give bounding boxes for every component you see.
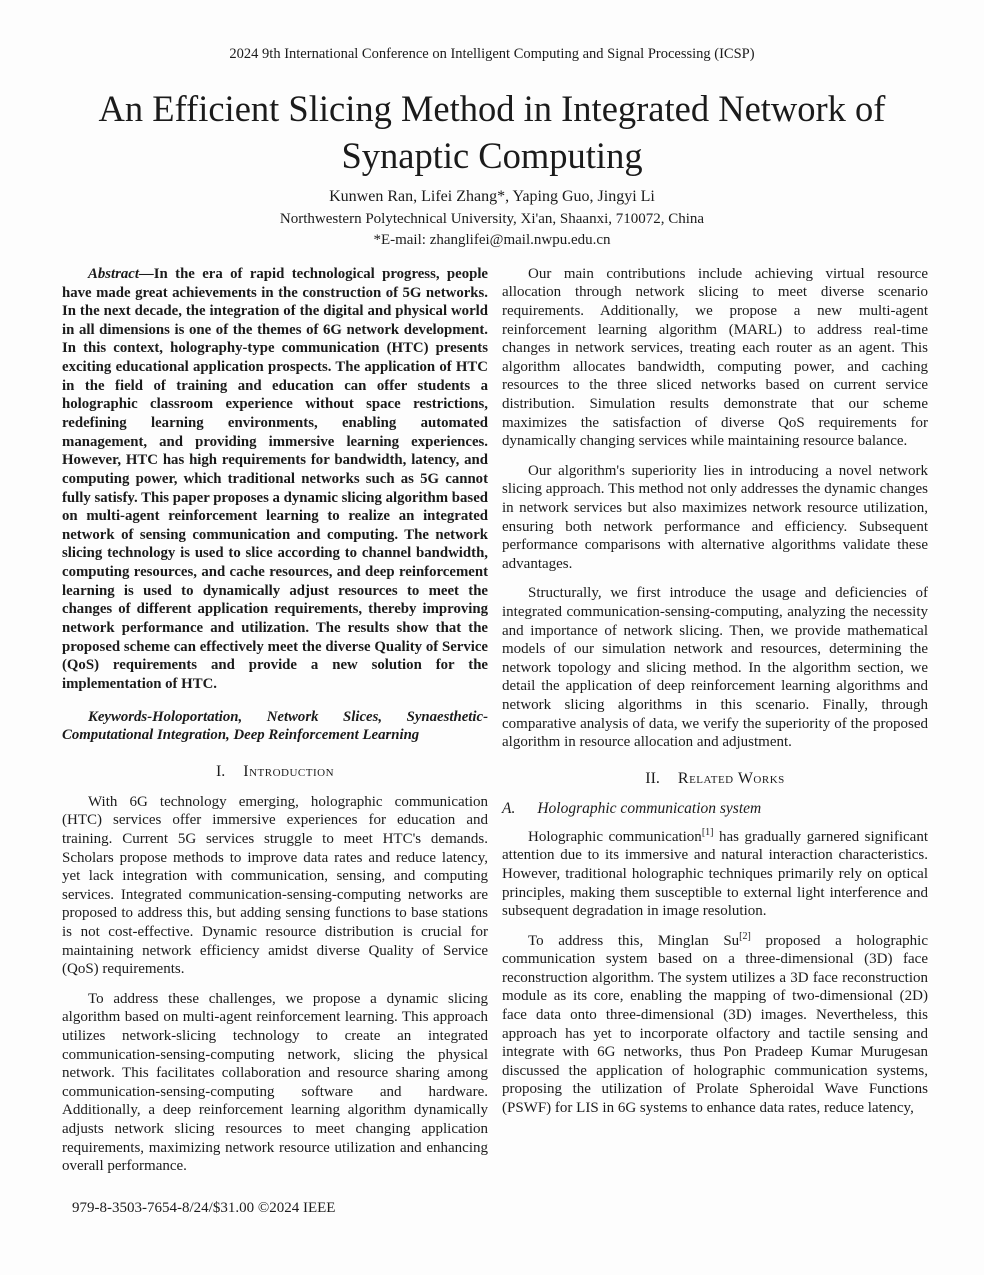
- paper-title: [0, 85, 984, 180]
- superiority-paragraph: Our algorithm's superiority lies in introducing a novel network slicing approach. This method not only addresses the dynamic changes in network services but also maximizes network resource utilization, ensuring both network performance and efficiency. Subsequent performance comparisons with alternative algorithms validate these advantages.: [502, 462, 928, 572]
- paragraph-text: proposed a holographic communication system based on a three-dimensional (3D) face reconstruction algorithm. The system utilizes a 3D face reconstruction module as its core, enabling the mapping of two-dimensional (2D) face data onto three-dimensional (3D) images. Nevertheless, this approach has yet to incorporate olfactory and tactile sensing and integrate with 6G networks, thus Pon Pradeep Kumar Murugesan discussed the application of holographic communication systems, proposing the utilization of Prolate Spheroidal Wave Functions (PSWF) for LIS in 6G systems to enhance data rates, reduce latency,: [502, 932, 928, 1117]
- intro-paragraph-2: To address these challenges, we propose a dynamic slicing algorithm based on multi-agent reinforcement learning. This approach utilizes network-slicing technology to create an integrated communication-sensing-computing network, slicing the physical network. This facilitates collaboration and resource sharing among communication-sensing-computing software and hardware. Additionally, a deep reinforcement learning algorithm dynamically adjusts network slicing resources to meet changing application requirements, maximizing network resource utilization and enhancing overall performance.: [62, 990, 488, 1175]
- section-heading-related-works: [502, 770, 928, 788]
- related-works-paragraph-2: [502, 932, 928, 1118]
- abstract-label: Abstract—: [88, 265, 154, 282]
- section-title: Related Works: [677, 769, 785, 787]
- right-column: [502, 265, 928, 1187]
- paragraph-text: To address this, Minglan Su: [528, 932, 740, 949]
- conference-header: 2024 9th International Conference on Intelligent Computing and Signal Processing (ICSP): [229, 46, 755, 62]
- author-list: Kunwen Ran, Lifei Zhang*, Yaping Guo, Jingyi Li: [329, 187, 655, 205]
- paper-title-line2: Synaptic Computing: [341, 135, 643, 177]
- two-column-body: [0, 249, 984, 1187]
- subsection-number: A.: [502, 799, 516, 817]
- section-title: Introduction: [243, 762, 335, 780]
- contributions-paragraph: Our main contributions include achieving virtual resource allocation through network slicing to meet diverse scenario requirements. Additionally, we propose a new multi-agent reinforcement learning algorithm (MARL) to address real-time changes in network services, treating each router as an agent. This algorithm allocates bandwidth, computing power, and caching resources to the three sliced networks based on current service distribution. Simulation results demonstrate that our scheme maximizes the satisfaction of diverse QoS requirements for dynamically changing services while maintaining resource balance.: [502, 265, 928, 450]
- intro-paragraph-1: With 6G technology emerging, holographic communication (HTC) services offer immersive experiences for education and training. Current 5G services struggle to meet HTC's demands. Scholars propose methods to improve data rates and reduce latency, yet lack integration with communication, sensing, and computing services. Integrated communication-sensing-computing networks are proposed to address this, but adding sensing functions to base stations is not cost-effective. Dynamic resource distribution is crucial for maintaining network efficiency amidst diverse Quality of Service (QoS) requirements.: [62, 793, 488, 978]
- citation-2: [2]: [739, 930, 751, 942]
- corresponding-email: *E-mail: zhanglifei@mail.nwpu.edu.cn: [373, 231, 611, 248]
- left-column: [62, 265, 488, 1187]
- paragraph-text: Holographic communication: [528, 828, 702, 845]
- section-number: II.: [645, 769, 660, 787]
- affiliation: Northwestern Polytechnical University, Xi'an, Shaanxi, 710072, China: [279, 210, 705, 227]
- structure-paragraph: Structurally, we first introduce the usage and deficiencies of integrated communication-sensing-computing, analyzing the necessity and importance of network slicing. Then, we provide mathematical models of our simulation network and resources, determining the network topology and slicing method. In the algorithm section, we detail the application of deep reinforcement learning algorithms and network slicing algorithms in this scenario. Finally, through comparative analysis of data, we verify the superiority of the proposed algorithm in resource allocation and adjustment.: [502, 585, 928, 751]
- abstract-paragraph: [62, 265, 488, 694]
- section-heading-introduction: [62, 763, 488, 781]
- paper-title-line1: An Efficient Slicing Method in Integrated Network of: [98, 88, 886, 129]
- subsection-title: Holographic communication system: [537, 799, 762, 817]
- subsection-heading-holographic: [502, 800, 928, 818]
- citation-1: [1]: [701, 826, 714, 838]
- paragraph-text: has gradually garnered significant attention due to its immersive and natural interaction characteristics. However, traditional holographic techniques primarily rely on optical principles, making them susceptible to external light interference and subsequent degradation in image resolution.: [502, 828, 928, 920]
- copyright-notice: 979-8-3503-7654-8/24/$31.00 ©2024 IEEE: [72, 1200, 336, 1216]
- related-works-paragraph-1: [502, 828, 928, 921]
- abstract-text: In the era of rapid technological progress, people have made great achievements in the construction of 5G networks. In the next decade, the integration of the digital and physical world in all dimensions is one of the themes of 6G network development. In this context, holography-type communication (HTC) presents exciting educational application prospects. The application of HTC in the field of training and education can offer students a holographic classroom experience without space restrictions, redefining learning environments, enabling automated management, and providing immersive learning experiences. However, HTC has high requirements for bandwidth, latency, and computing power, which traditional networks such as 5G cannot fully satisfy. This paper proposes a dynamic slicing algorithm based on multi-agent reinforcement learning to realize an integrated network of sensing communication and computing. The network slicing technology is used to slice according to channel bandwidth, computing resources, and cache resources, and deep reinforcement learning is used to dynamically adjust resources to meet the changes of different application requirements, thereby improving network performance and utilization. The results show that the proposed scheme can effectively meet the diverse Quality of Service (QoS) requirements and provide a new solution for the implementation of HTC.: [62, 265, 488, 692]
- keywords-paragraph: Keywords-Holoportation, Network Slices, Synaesthetic-Computational Integration, Deep Reinforcement Learning: [62, 708, 488, 744]
- section-number: I.: [215, 762, 226, 780]
